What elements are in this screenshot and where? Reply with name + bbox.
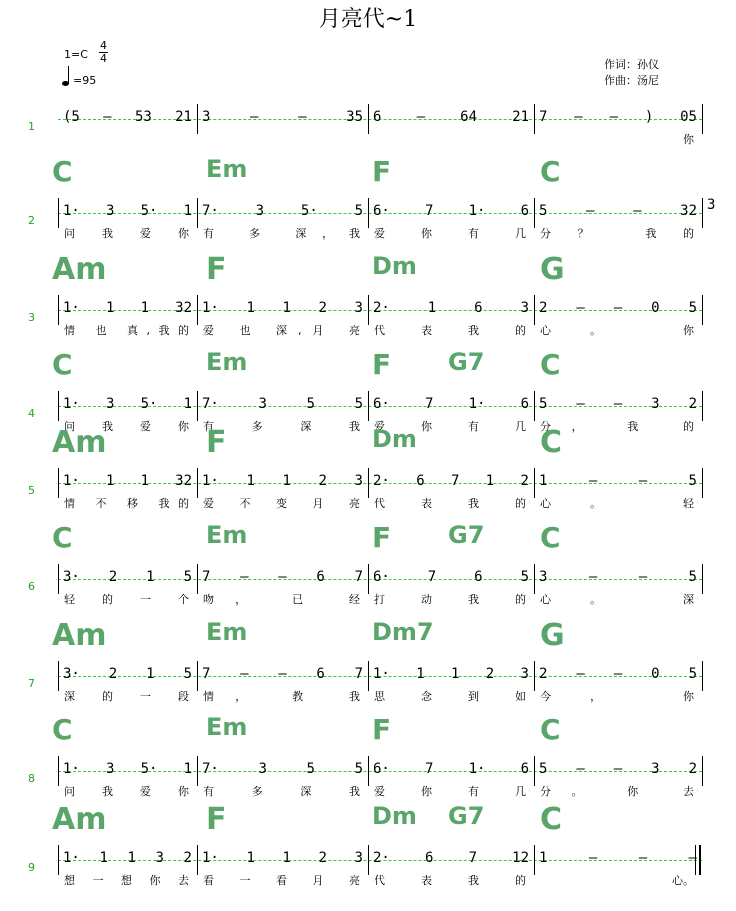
measure-notes: 7· 3 5 5: [202, 761, 363, 777]
barline: [534, 845, 535, 875]
measure-notes: 7 — — ) 05: [539, 109, 697, 125]
lyric-line: 问 我 爱 你: [64, 227, 189, 240]
chord-symbol: Am: [52, 802, 107, 837]
chord-symbol: C: [52, 348, 73, 381]
chord-symbol: C: [52, 155, 73, 188]
barline: [702, 391, 703, 421]
barline: [368, 468, 369, 498]
final-barline: [699, 845, 701, 875]
key-signature: [64, 48, 88, 61]
time-top: 4: [100, 39, 107, 52]
barline: [534, 468, 535, 498]
composer: 作曲：汤尼: [604, 74, 659, 87]
row-number: 5: [28, 484, 35, 497]
measure-notes: 6· 7 1· 6: [373, 761, 529, 777]
chord-symbol: Em: [206, 618, 248, 646]
lyric-line: 你: [683, 133, 694, 146]
chord-symbol: C: [540, 425, 563, 460]
lyric-line: 有 多 深，我: [203, 227, 360, 240]
row-number: 1: [28, 120, 35, 133]
chord-symbol: C: [52, 713, 73, 746]
lyric-line: 情 也 真,我的: [64, 324, 189, 337]
lyric-line: 问 我 爱 你: [64, 420, 189, 433]
barline: [534, 564, 535, 594]
lyric-line: 心。 你: [540, 324, 694, 337]
chord-symbol: F: [206, 252, 227, 287]
barline: [368, 845, 369, 875]
tempo: =95: [73, 74, 97, 87]
measure-notes: 1· 3 5· 1: [63, 761, 192, 777]
barline: [197, 564, 198, 594]
barline: [368, 391, 369, 421]
barline: [58, 756, 59, 786]
time-signature: [99, 40, 108, 65]
measure-notes: 2· 6 7 1 2: [373, 473, 529, 489]
lyric-line: 代 表 我 的: [374, 324, 526, 337]
chord-symbol: Em: [206, 348, 248, 376]
chord-symbol: G7: [448, 348, 485, 376]
chord-symbol: F: [206, 425, 227, 460]
barline: [368, 756, 369, 786]
chord-symbol: Dm: [372, 425, 417, 453]
measure-notes: 2 — — 0 5: [539, 666, 697, 682]
barline: [58, 564, 59, 594]
barline: [58, 661, 59, 691]
barline: [534, 104, 535, 134]
lyric-line: 爱 你 有 几: [374, 420, 526, 433]
lyric-line: 有 多 深 我: [203, 420, 360, 433]
chord-symbol: F: [372, 348, 392, 381]
measure-notes: 7 — — 6 7: [202, 569, 363, 585]
lyric-line: 有 多 深 我: [203, 785, 360, 798]
row-number: 2: [28, 214, 35, 227]
lyricist: 作词：孙仪: [604, 58, 659, 71]
measure-notes: 1· 1 1 2 3: [202, 850, 363, 866]
measure-notes: 5 — — 3 2: [539, 761, 697, 777]
barline: [197, 104, 198, 134]
barline: [58, 468, 59, 498]
chord-symbol: Em: [206, 521, 248, 549]
lyric-line: 问 我 爱 你: [64, 785, 189, 798]
barline: [197, 391, 198, 421]
lyric-line: 爱 你 有 几: [374, 227, 526, 240]
measure-notes: 1· 1 1 2 3: [202, 473, 363, 489]
lyric-line: 打 动 我 的: [374, 593, 526, 606]
lyric-line: 吻， 已 经: [203, 593, 360, 606]
barline: [58, 391, 59, 421]
lyric-line: 深 的 一 段: [64, 690, 189, 703]
chord-symbol: Dm7: [372, 618, 434, 646]
lyric-line: 心。 轻: [540, 497, 694, 510]
lyric-line: 思 念 到 如: [374, 690, 526, 703]
lyric-line: 分？ 我的: [540, 227, 694, 240]
lyric-line: 分， 我 的: [540, 420, 694, 433]
lyric-line: 心。 深: [540, 593, 694, 606]
measure-notes: 1· 1 1 32: [63, 300, 192, 316]
measure-notes: 7 — — 6 7: [202, 666, 363, 682]
measure-notes: 6· 7 1· 6: [373, 203, 529, 219]
barline: [702, 468, 703, 498]
barline: [534, 756, 535, 786]
barline: [368, 104, 369, 134]
lyric-line: 想 一 想 你 去: [64, 874, 189, 887]
measure-notes: 7· 3 5 5: [202, 396, 363, 412]
quarter-note-icon: [62, 66, 72, 88]
key-label: 1=C: [64, 48, 88, 61]
measure-notes: 1· 1 1 2 3: [202, 300, 363, 316]
lyric-line: 情 不 移 我的: [64, 497, 189, 510]
lyric-line: 爱 也 深,月 亮: [203, 324, 360, 337]
barline: [58, 198, 59, 228]
measure-notes: 6· 7 1· 6: [373, 396, 529, 412]
barline: [702, 756, 703, 786]
row-number: 9: [28, 861, 35, 874]
chord-symbol: C: [540, 802, 563, 837]
barline: [368, 564, 369, 594]
measure-notes: 3 — — 35: [202, 109, 363, 125]
chord-symbol: Dm: [372, 802, 417, 830]
row-number: 3: [28, 311, 35, 324]
chord-symbol: G: [540, 252, 565, 287]
chord-symbol: Dm: [372, 252, 417, 280]
lyric-line: 代 表 我 的: [374, 497, 526, 510]
barline: [702, 564, 703, 594]
time-bottom: 4: [100, 52, 107, 65]
barline: [58, 295, 59, 325]
measure-notes: 1· 1 1 2 3: [373, 666, 529, 682]
row-number: 8: [28, 772, 35, 785]
barline: [197, 468, 198, 498]
barline: [534, 661, 535, 691]
measure-notes: 1 — — 5: [539, 473, 697, 489]
measure-notes: 6· 7 6 5: [373, 569, 529, 585]
barline: [534, 198, 535, 228]
chord-symbol: Am: [52, 425, 107, 460]
barline: [702, 661, 703, 691]
chord-symbol: Am: [52, 252, 107, 287]
barline: [702, 104, 703, 134]
chord-symbol: Am: [52, 618, 107, 653]
lyric-line: 爱 你 有 几: [374, 785, 526, 798]
barline: [197, 198, 198, 228]
chord-symbol: Em: [206, 155, 248, 183]
measure-notes: 1· 1 1 32: [63, 473, 192, 489]
measure-notes: 2 — — 0 5: [539, 300, 697, 316]
barline: [197, 756, 198, 786]
lyric-line: 爱 不 变 月 亮: [203, 497, 360, 510]
barline: [58, 845, 59, 875]
barline: [534, 391, 535, 421]
lyric-line: 看 一 看 月 亮: [203, 874, 360, 887]
chord-symbol: C: [540, 155, 561, 188]
chord-symbol: G: [540, 618, 565, 653]
chord-symbol: F: [372, 521, 392, 554]
row-number: 4: [28, 407, 35, 420]
measure-notes: 5 — — 32: [539, 203, 697, 219]
lyric-line: 今， 你: [540, 690, 694, 703]
measure-notes: 1· 3 5· 1: [63, 203, 192, 219]
barline: [197, 661, 198, 691]
lyric-line: 情， 教 我: [203, 690, 360, 703]
barline: [702, 295, 703, 325]
measure-notes: 1 — — —: [539, 850, 697, 866]
chord-symbol: G7: [448, 802, 485, 830]
barline: [368, 295, 369, 325]
lyric-line: 分。 你 去: [540, 785, 694, 798]
measure-notes: 3 — — 5: [539, 569, 697, 585]
chord-symbol: Em: [206, 713, 248, 741]
chord-symbol: F: [206, 802, 227, 837]
barline: [197, 845, 198, 875]
chord-symbol: F: [372, 155, 392, 188]
measure-notes: 3· 2 1 5: [63, 569, 192, 585]
lyric-line: 心。: [672, 874, 694, 887]
barline: [534, 295, 535, 325]
barline: [368, 198, 369, 228]
barline: [702, 198, 703, 228]
chord-symbol: C: [52, 521, 73, 554]
measure-notes: 7· 3 5· 5: [202, 203, 363, 219]
measure-notes: 1· 3 5· 1: [63, 396, 192, 412]
lyric-line: 代 表 我 的: [374, 874, 526, 887]
lyric-line: 轻 的 一 个: [64, 593, 189, 606]
measure-notes: 6 — 64 21: [373, 109, 529, 125]
chord-symbol: C: [540, 521, 561, 554]
measure-notes: 2· 1 6 3: [373, 300, 529, 316]
continuation-mark: 3: [707, 197, 716, 213]
page-title: 月亮代~1: [318, 7, 418, 32]
chord-symbol: F: [372, 713, 392, 746]
row-number: 7: [28, 677, 35, 690]
measure-notes: 5 — — 3 2: [539, 396, 697, 412]
measure-notes: 3· 2 1 5: [63, 666, 192, 682]
measure-notes: (5 — 53 21: [63, 109, 192, 125]
measure-notes: 1· 1 1 3 2: [63, 850, 192, 866]
measure-notes: 2· 6 7 12: [373, 850, 529, 866]
barline: [197, 295, 198, 325]
barline: [368, 661, 369, 691]
chord-symbol: C: [540, 713, 561, 746]
chord-symbol: C: [540, 348, 561, 381]
chord-symbol: G7: [448, 521, 485, 549]
row-number: 6: [28, 580, 35, 593]
